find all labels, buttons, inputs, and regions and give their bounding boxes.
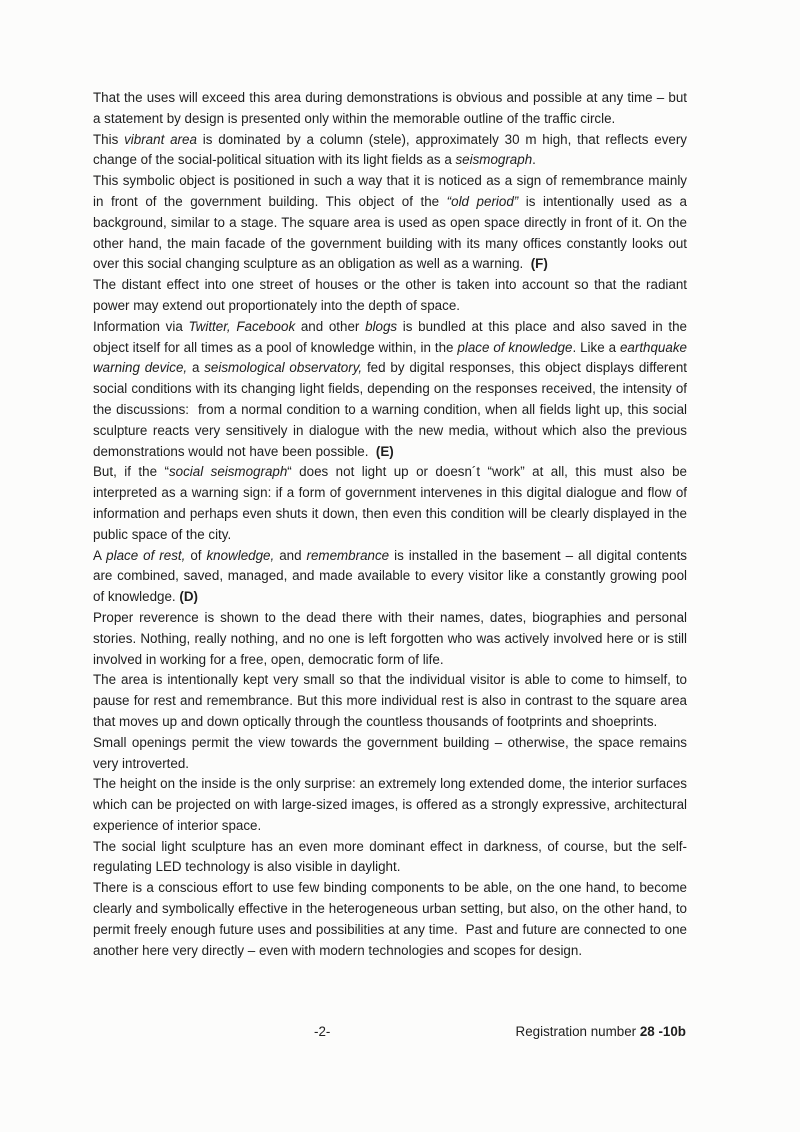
text-run: a (187, 360, 205, 376)
paragraph (93, 88, 687, 130)
paragraph (93, 608, 687, 670)
text-run: The social light sculpture has an even more dominant effect in darkness, of course, but the self-regulating LED technology is also visible in daylight. (93, 838, 687, 875)
text-run: The distant effect into one street of houses or the other is taken into account so that the radiant power may extend out proportionately into the depth of space. (93, 277, 687, 313)
text-run: Twitter, Facebook (188, 318, 296, 334)
page-number: -2- (314, 1024, 331, 1039)
text-run: A (93, 547, 107, 563)
registration-label: Registration number (515, 1024, 640, 1039)
text-run: But, if the “ (93, 464, 169, 480)
text-run: The height on the inside is the only surprise: an extremely long extended dome, the interior surfaces which can be projected on with large-sized images, is offered as a strongly expressive, architectural experience of interior space. (93, 776, 687, 833)
registration-number (516, 1022, 686, 1043)
text-run: earthquake warning device, (93, 339, 687, 376)
registration-value: 28 -10b (639, 1024, 686, 1039)
text-run: The area is intentionally kept very small so that the individual visitor is able to come to himself, to pause for rest and remembrance. But this more individual rest is also in contrast to the square area that moves up and down optically through the countless thousands of footprints and shoeprints. (93, 672, 687, 729)
text-run: place of knowledge (457, 339, 573, 355)
text-run: (D) (179, 589, 198, 605)
text-run: social seismograph (168, 464, 288, 480)
text-run: and other (295, 318, 366, 334)
text-run: is dominated by a column (stele), approximately 30 m high, that reflects every change of the social-political situation with its light fields as a (93, 131, 687, 168)
text-run: . Like a (572, 339, 620, 355)
page-footer (0, 1022, 800, 1044)
text-run: knowledge, (206, 547, 275, 563)
text-run: “old period” (446, 193, 519, 209)
text-run: and (274, 547, 307, 563)
paragraph (93, 130, 687, 172)
text-run: seismograph (455, 152, 533, 168)
text-run: There is a conscious effort to use few binding components to be able, on the one hand, to become clearly and symbolically effective in the heterogeneous urban setting, but also, on the other hand, to permit freely enough future uses and possibilities at any time. Past and future are connected to one another here very directly – even with modern technologies and scopes for design. (93, 880, 687, 958)
paragraph (93, 546, 687, 608)
text-run: of (185, 547, 207, 563)
text-run: is installed in the basement – all digital contents are combined, saved, managed, and made available to every visitor like a constantly growing pool of knowledge. (93, 547, 687, 605)
text-run: That the uses will exceed this area during demonstrations is obvious and possible at any time – but a statement by design is presented only within the memorable outline of the traffic circle. (93, 90, 687, 126)
text-run: fed by digital responses, this object displays different social conditions with its changing light fields, depending on the responses received, the intensity of the discussions: from a normal condition to a warning condition, when all fields light up, this social sculpture reacts very sensitively in dialogue with the new media, without which also the previous demonstrations would not have been possible. (93, 360, 687, 459)
text-run: Small openings permit the view towards the government building – otherwise, the space remains very introverted. (93, 734, 687, 771)
text-run: remembrance (306, 547, 390, 563)
paragraph (93, 774, 687, 836)
paragraph (93, 317, 687, 463)
text-run: Information via (93, 318, 189, 334)
paragraph (93, 733, 687, 775)
text-run: blogs (365, 318, 398, 334)
text-run: vibrant area (124, 131, 197, 147)
text-run: (E) (375, 443, 394, 459)
text-run: (F) (530, 256, 548, 272)
text-run: This (93, 131, 125, 147)
paragraph (93, 275, 687, 317)
text-run: This symbolic object is positioned in such a way that it is noticed as a sign of remembrance mainly in front of the government building. This object of the (93, 173, 687, 209)
text-run: “ does not light up or doesn´t “work” at all, this must also be interpreted as a warning sign: if a form of government intervenes in this digital dialogue and flow of information and perhaps even shuts it down, then even this condition will be clearly displayed in the public space of the city. (93, 464, 688, 542)
paragraph (93, 171, 687, 275)
text-run: . (532, 152, 536, 168)
text-run: seismological observatory, (204, 360, 363, 376)
paragraph (93, 670, 687, 732)
paragraph (93, 878, 687, 961)
text-run: place of rest, (106, 547, 186, 563)
text-run: is bundled at this place and also saved in the object itself for all times as a pool of knowledge within, in the (93, 318, 687, 355)
text-run: is intentionally used as a background, similar to a stage. The square area is used as open space directly in front of it. On the other hand, the main facade of the government building with its many offices constantly looks out over this social changing sculpture as an obligation as well as a warning. (93, 193, 687, 272)
text-run: Proper reverence is shown to the dead there with their names, dates, biographies and personal stories. Nothing, really nothing, and no one is left forgotten who was actively involved here or is still involved in working for a free, open, democratic form of life. (93, 609, 687, 667)
document-body (93, 88, 687, 961)
paragraph (93, 837, 687, 879)
paragraph (93, 462, 687, 545)
